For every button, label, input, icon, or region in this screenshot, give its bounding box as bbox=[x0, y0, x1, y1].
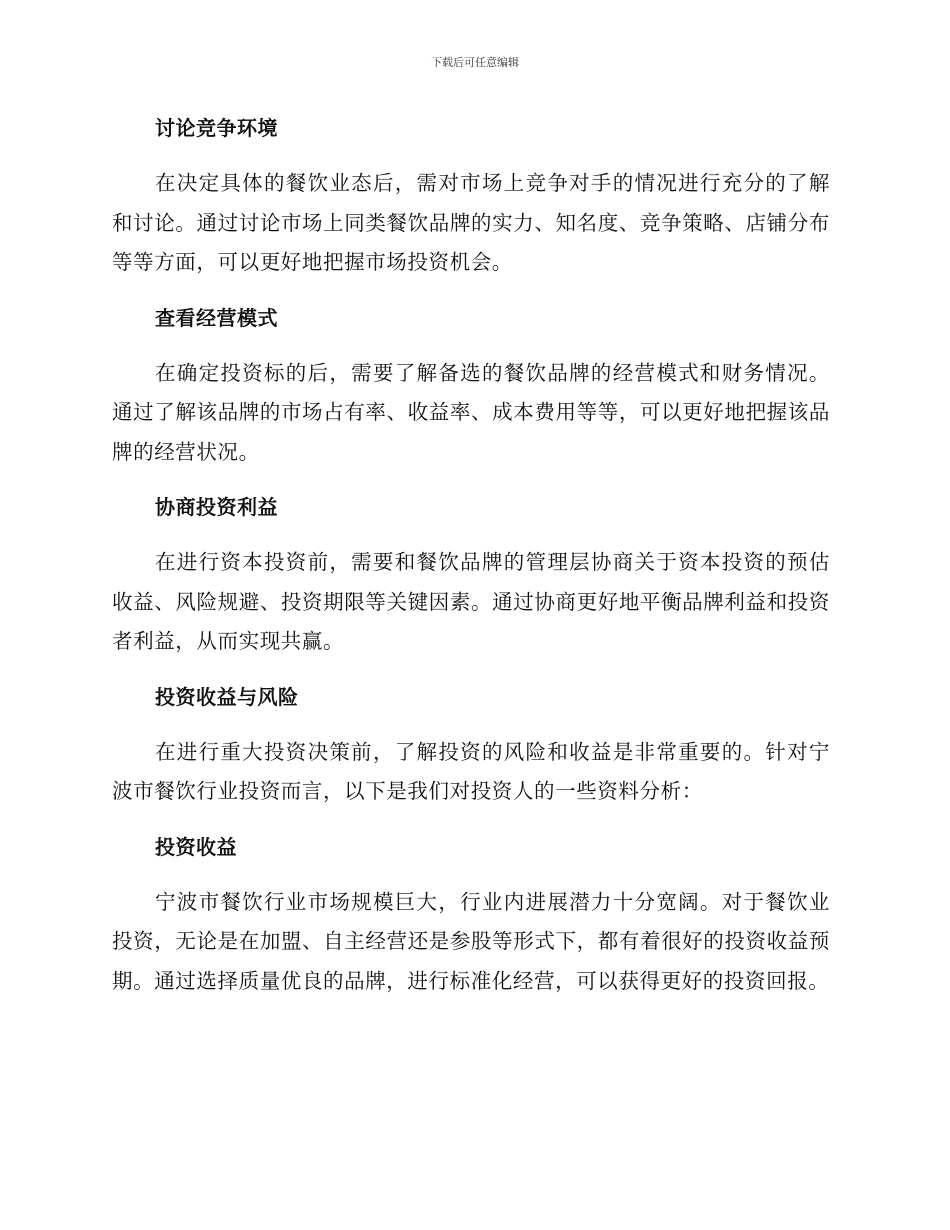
section-heading: 查看经营模式 bbox=[155, 305, 278, 330]
section-paragraph: 在进行资本投资前，需要和餐饮品牌的管理层协商关于资本投资的预估收益、风险规避、投资期限等关键因素。通过协商更好地平衡品牌利益和投资者利益，从而实现共赢。 bbox=[112, 550, 830, 653]
page-header-note: 下载后可任意编辑 bbox=[431, 56, 519, 69]
section-heading: 投资收益 bbox=[155, 834, 237, 859]
section-return-risk bbox=[112, 677, 830, 812]
section-competition bbox=[112, 108, 830, 283]
section-heading: 协商投资利益 bbox=[155, 495, 278, 519]
section-heading: 讨论竞争环境 bbox=[155, 116, 278, 140]
section-heading: 投资收益与风险 bbox=[155, 684, 299, 709]
section-paragraph: 在确定投资标的后，需要了解备选的餐饮品牌的经营模式和财务情况。通过了解该品牌的市场占有率、收益率、成本费用等等，可以更好地把握该品牌的经营状况。 bbox=[112, 360, 830, 464]
section-paragraph: 在决定具体的餐饮业态后，需对市场上竞争对手的情况进行充分的了解和讨论。通过讨论市场上同类餐饮品牌的实力、知名度、竞争策略、店铺分布等等方面，可以更好地把握市场投资机会。 bbox=[112, 171, 830, 274]
section-paragraph: 宁波市餐饮行业市场规模巨大，行业内进展潜力十分宽阔。对于餐饮业投资，无论是在加盟、自主经营还是参股等形式下，都有着很好的投资收益预期。通过选择质量优良的品牌，进行标准化经营，可以获得更好的投资回报。 bbox=[112, 889, 830, 993]
section-investment-return bbox=[112, 827, 830, 1002]
section-paragraph: 在进行重大投资决策前，了解投资的风险和收益是非常重要的。针对宁波市餐饮行业投资而言，以下是我们对投资人的一些资料分析： bbox=[112, 739, 830, 803]
section-business-model bbox=[112, 298, 830, 473]
document-body bbox=[112, 108, 830, 1016]
section-negotiation bbox=[112, 487, 830, 662]
